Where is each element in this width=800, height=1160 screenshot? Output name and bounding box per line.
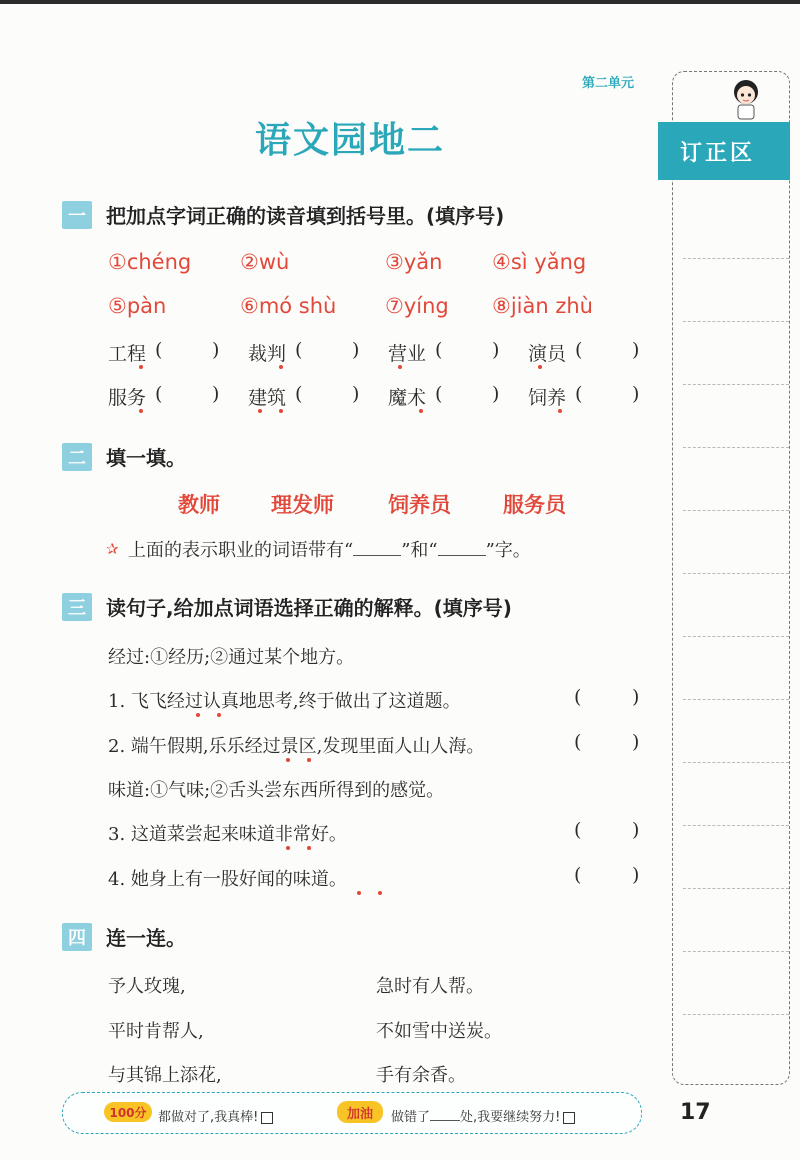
pinyin-option: ⑤pàn: [108, 294, 167, 318]
correction-line: [683, 888, 789, 889]
score-badge: 100分: [104, 1102, 152, 1122]
word-item: 建筑: [248, 387, 287, 409]
pinyin-option: ②wù: [240, 250, 290, 274]
cheer-badge: 加油: [337, 1101, 383, 1123]
pinyin-option: ⑧jiàn zhù: [492, 294, 593, 318]
unit-label: 第二单元: [582, 76, 635, 91]
emphasis-dot: [217, 713, 221, 717]
match-right-item[interactable]: 急时有人帮。: [376, 976, 484, 997]
star-icon: ✰: [106, 540, 119, 558]
correction-line: [683, 636, 789, 637]
emphasis-dot: [279, 365, 283, 369]
section-title: 读句子,给加点词语选择正确的解释。(填序号): [106, 596, 512, 620]
emphasis-dot: [538, 365, 542, 369]
page-title: 语文园地二: [254, 120, 445, 161]
self-eval-text: 处,我要继续努力!: [460, 1110, 561, 1125]
correction-area-tab: 订正区: [658, 122, 790, 180]
correction-line: [683, 825, 789, 826]
page-number: 17: [680, 1100, 711, 1125]
emphasis-dot: [307, 758, 311, 762]
correction-line: [683, 762, 789, 763]
answer-paren-close: ): [632, 339, 640, 361]
word-item: 演员: [528, 343, 567, 365]
answer-paren-close: ): [632, 383, 640, 405]
job-word: 理发师: [271, 493, 334, 517]
match-left-item[interactable]: 平时肯帮人,: [108, 1021, 204, 1042]
answer-paren-open: (: [575, 383, 583, 405]
self-eval-text: 做错了: [391, 1110, 431, 1125]
section-title: 连一连。: [106, 926, 186, 950]
answer-paren-open: (: [435, 383, 443, 405]
correction-line: [683, 384, 789, 385]
word-item: 饲养: [528, 387, 567, 409]
word-item: 工程: [108, 343, 147, 365]
fill-question: [128, 536, 531, 562]
answer-paren-close: ): [632, 864, 640, 886]
question-text: 上面的表示职业的词语带有“: [128, 540, 354, 561]
section-1-header: [62, 200, 504, 229]
pinyin-option: ③yǎn: [385, 250, 443, 274]
emphasis-dot: [279, 409, 283, 413]
self-eval-text: 都做对了,我真棒!: [158, 1110, 259, 1125]
emphasis-dot: [307, 846, 311, 850]
top-border: [0, 0, 800, 4]
emphasis-dot: [419, 409, 423, 413]
word-item: 裁判: [248, 343, 287, 365]
answer-paren-close: ): [492, 339, 500, 361]
correction-line: [683, 510, 789, 511]
emphasis-dot: [286, 758, 290, 762]
answer-blank[interactable]: [438, 539, 486, 556]
answer-paren-close: ): [352, 383, 360, 405]
section-number-badge: 三: [62, 593, 92, 621]
answer-paren-open: (: [155, 339, 163, 361]
match-right-item[interactable]: 手有余香。: [376, 1065, 466, 1086]
job-word: 服务员: [503, 493, 566, 517]
emphasis-dot: [139, 409, 143, 413]
self-eval-all-correct: [158, 1106, 273, 1125]
section-title: 填一填。: [106, 446, 186, 470]
correction-area: [672, 71, 790, 1085]
emphasis-dot: [139, 365, 143, 369]
correction-line: [683, 1014, 789, 1015]
word-item: 魔术: [388, 387, 427, 409]
answer-paren-open: (: [295, 383, 303, 405]
job-word: 饲养员: [388, 493, 451, 517]
definition-text: 味道:①气味;②舌头尝东西所得到的感觉。: [108, 780, 445, 801]
section-title: 把加点字词正确的读音填到括号里。(填序号): [106, 204, 505, 228]
sentence: 3. 这道菜尝起来味道非常好。: [108, 824, 347, 845]
question-text: ”字。: [485, 540, 531, 561]
correction-line: [683, 573, 789, 574]
emphasis-dot: [378, 891, 382, 895]
correction-line: [683, 699, 789, 700]
girl-illustration-icon: [726, 76, 766, 124]
emphasis-dot: [196, 713, 200, 717]
emphasis-dot: [286, 846, 290, 850]
correction-line: [683, 447, 789, 448]
answer-blank[interactable]: [430, 1109, 460, 1121]
match-right-item[interactable]: 不如雪中送炭。: [376, 1021, 502, 1042]
answer-paren-open: (: [574, 819, 582, 841]
answer-paren-open: (: [574, 686, 582, 708]
word-item: 营业: [388, 343, 427, 365]
emphasis-dot: [558, 409, 562, 413]
emphasis-dot: [258, 409, 262, 413]
answer-paren-close: ): [212, 383, 220, 405]
checkbox[interactable]: [563, 1112, 575, 1124]
pinyin-option: ①chéng: [108, 250, 192, 274]
sentence: 2. 端午假期,乐乐经过景区,发现里面人山人海。: [108, 736, 485, 757]
answer-paren-open: (: [575, 339, 583, 361]
section-number-badge: 四: [62, 923, 92, 951]
question-text: ”和“: [401, 540, 438, 561]
emphasis-dot: [398, 365, 402, 369]
answer-paren-close: ): [352, 339, 360, 361]
job-word: 教师: [178, 493, 220, 517]
word-item: 服务: [108, 387, 147, 409]
sentence: 1. 飞飞经过认真地思考,终于做出了这道题。: [108, 691, 461, 712]
section-number-badge: 二: [62, 443, 92, 471]
answer-paren-close: ): [212, 339, 220, 361]
answer-paren-close: ): [632, 819, 640, 841]
definition-text: 经过:①经历;②通过某个地方。: [108, 647, 355, 668]
section-number-badge: 一: [62, 201, 92, 229]
sentence: 4. 她身上有一股好闻的味道。: [108, 869, 347, 890]
answer-paren-open: (: [155, 383, 163, 405]
answer-paren-open: (: [435, 339, 443, 361]
section-3-header: [62, 592, 512, 621]
answer-paren-open: (: [574, 864, 582, 886]
checkbox[interactable]: [261, 1112, 273, 1124]
pinyin-option: ④sì yǎng: [492, 250, 587, 274]
self-eval-mistakes: [391, 1106, 575, 1125]
correction-line: [683, 258, 789, 259]
match-left-item[interactable]: 与其锦上添花,: [108, 1065, 222, 1086]
answer-blank[interactable]: [353, 539, 401, 556]
answer-paren-close: ): [632, 686, 640, 708]
correction-line: [683, 321, 789, 322]
answer-paren-close: ): [492, 383, 500, 405]
match-left-item[interactable]: 予人玫瑰,: [108, 976, 186, 997]
section-2-header: [62, 442, 186, 471]
answer-paren-open: (: [574, 731, 582, 753]
answer-paren-close: ): [632, 731, 640, 753]
pinyin-option: ⑦yíng: [385, 294, 449, 318]
answer-paren-open: (: [295, 339, 303, 361]
pinyin-option: ⑥mó shù: [240, 294, 337, 318]
section-4-header: [62, 922, 186, 951]
correction-line: [683, 951, 789, 952]
emphasis-dot: [357, 891, 361, 895]
